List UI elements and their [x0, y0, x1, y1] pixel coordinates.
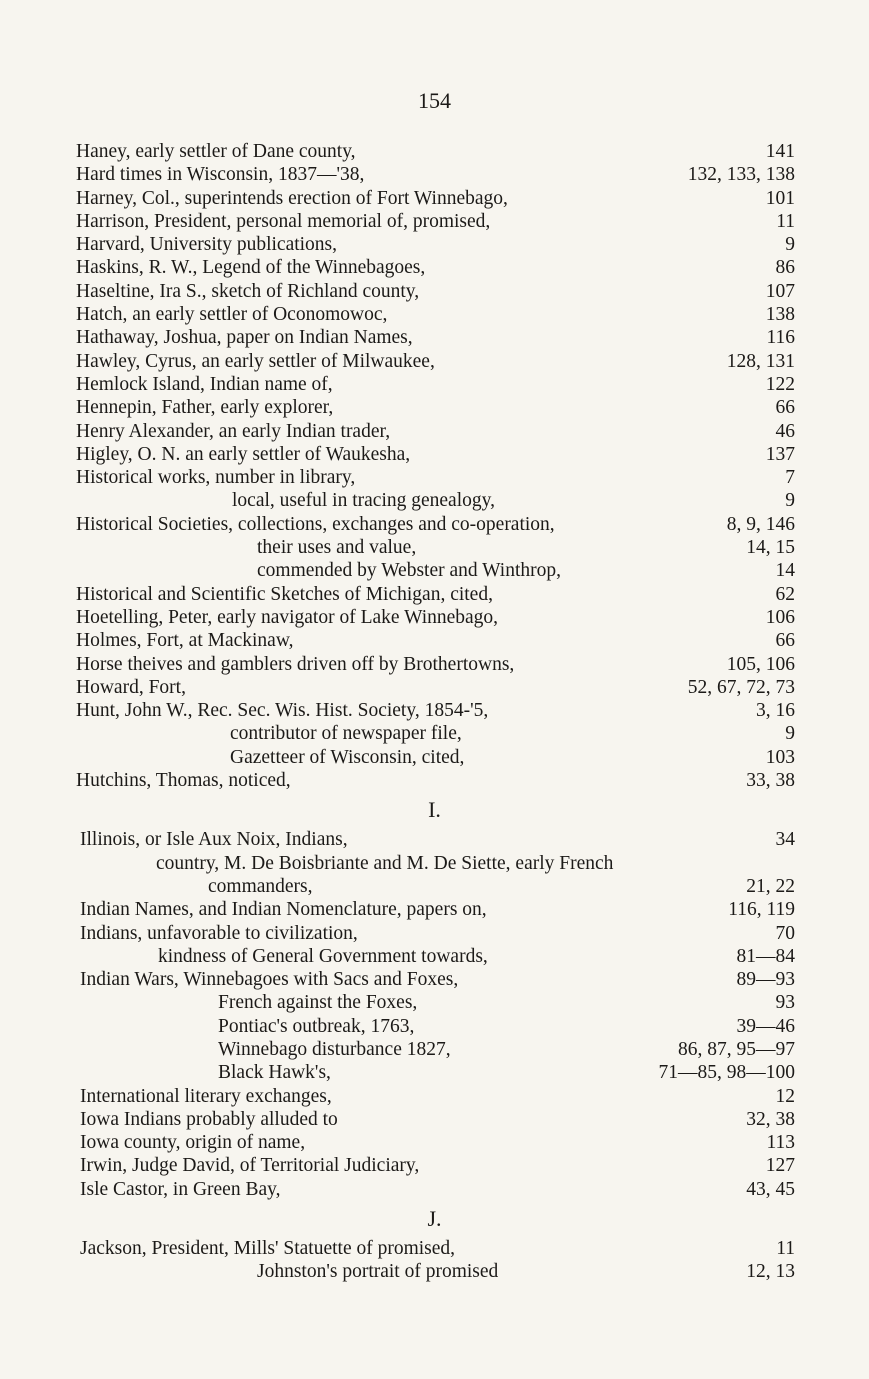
entry-pages: 116	[766, 327, 795, 349]
entry-pages: 127	[765, 1155, 795, 1177]
entry-text: Harrison, President, personal memorial of, promised,	[76, 210, 491, 232]
index-entry	[0, 898, 869, 921]
index-subentry	[0, 746, 869, 769]
index-entry	[0, 466, 869, 489]
index-entry	[0, 1131, 869, 1154]
entry-pages: 52, 67, 72, 73	[687, 676, 795, 698]
entry-pages: 7	[785, 467, 795, 489]
index-entry	[0, 1154, 869, 1177]
index-subentry	[0, 875, 869, 898]
entry-pages: 14	[775, 560, 795, 582]
index-entry	[0, 1085, 869, 1108]
entry-pages: 86, 87, 95—97	[678, 1038, 795, 1060]
entry-text: Hoetelling, Peter, early navigator of Lake Winnebago,	[76, 606, 499, 628]
entry-pages: 66	[775, 397, 795, 419]
entry-pages: 66	[775, 630, 795, 652]
index-subentry	[0, 489, 869, 512]
entry-pages: 9	[785, 490, 795, 512]
entry-pages: 128, 131	[726, 350, 795, 372]
index-entry	[0, 373, 869, 396]
entry-text: country, M. De Boisbriante and M. De Siette, early French	[156, 852, 614, 874]
entry-text: Indian Names, and Indian Nomenclature, papers on,	[80, 899, 487, 921]
entry-text: local, useful in tracing genealogy,	[232, 490, 495, 512]
entry-pages: 107	[765, 280, 795, 302]
entry-text: Indian Wars, Winnebagoes with Sacs and Foxes,	[80, 969, 459, 991]
index-subentry	[0, 1038, 869, 1061]
entry-text: Historical Societies, collections, exchanges and co-operation,	[76, 513, 555, 535]
entry-text: Iowa Indians probably alluded to	[80, 1108, 338, 1130]
index-subentry	[0, 852, 869, 875]
entry-text: commended by Webster and Winthrop,	[257, 560, 561, 582]
index-entry	[0, 303, 869, 326]
index-entry	[0, 769, 869, 792]
entry-pages: 71—85, 98—100	[658, 1062, 795, 1084]
entry-text: Harvard, University publications,	[76, 234, 338, 256]
index-entry	[0, 1108, 869, 1131]
section-heading-j: J.	[427, 1206, 442, 1232]
entry-text: International literary exchanges,	[80, 1085, 332, 1107]
index-subentry	[0, 1015, 869, 1038]
entry-text: Holmes, Fort, at Mackinaw,	[76, 630, 294, 652]
index-entry	[0, 187, 869, 210]
index-subentry	[0, 945, 869, 968]
entry-pages: 62	[775, 583, 795, 605]
entry-text: French against the Foxes,	[218, 992, 418, 1014]
index-entry	[0, 326, 869, 349]
entry-pages: 141	[765, 141, 795, 162]
index-entry	[0, 922, 869, 945]
entry-text: Hawley, Cyrus, an early settler of Milwaukee,	[76, 350, 435, 372]
entry-text: Gazetteer of Wisconsin, cited,	[230, 746, 465, 768]
entry-text: Jackson, President, Mills' Statuette of promised,	[80, 1238, 456, 1260]
index-entry	[0, 210, 869, 233]
index-subentry	[0, 559, 869, 582]
index-entry	[0, 629, 869, 652]
entry-pages: 12, 13	[746, 1261, 795, 1283]
entry-pages: 105, 106	[726, 653, 795, 675]
index-subentry	[0, 1061, 869, 1084]
entry-pages: 33, 38	[746, 770, 795, 792]
entry-pages: 81—84	[736, 945, 795, 967]
entry-text: Johnston's portrait of promised	[257, 1261, 499, 1283]
index-entry	[0, 653, 869, 676]
entry-text: Howard, Fort,	[76, 676, 186, 698]
entry-text: Haskins, R. W., Legend of the Winnebagoes,	[76, 257, 426, 279]
entry-pages: 3, 16	[756, 700, 795, 722]
index-entry	[0, 968, 869, 991]
entry-text: Hathaway, Joshua, paper on Indian Names,	[76, 327, 413, 349]
entry-text: Indians, unfavorable to civilization,	[80, 922, 358, 944]
index-entry	[0, 1237, 869, 1260]
entry-pages: 103	[765, 746, 795, 768]
entry-pages: 89—93	[736, 969, 795, 991]
entry-pages: 34	[775, 829, 795, 851]
entry-text: commanders,	[208, 875, 313, 897]
index-entry	[0, 583, 869, 606]
entry-pages: 70	[775, 922, 795, 944]
entry-text: their uses and value,	[257, 537, 417, 559]
entry-pages: 11	[776, 1238, 795, 1260]
index-entry	[0, 280, 869, 303]
index-entry	[0, 606, 869, 629]
index-entry	[0, 1178, 869, 1201]
entry-text: kindness of General Government towards,	[158, 945, 488, 967]
entry-pages: 32, 38	[746, 1108, 795, 1130]
index-entry	[0, 443, 869, 466]
entry-text: Hemlock Island, Indian name of,	[76, 373, 333, 395]
index-entry	[0, 420, 869, 443]
entry-text: Higley, O. N. an early settler of Waukesha,	[76, 443, 411, 465]
entry-pages: 106	[765, 606, 795, 628]
entry-text: contributor of newspaper file,	[230, 723, 462, 745]
entry-pages: 9	[785, 723, 795, 745]
index-entry	[0, 828, 869, 851]
index-entry	[0, 513, 869, 536]
entry-text: Hutchins, Thomas, noticed,	[76, 770, 291, 792]
entry-pages: 43, 45	[746, 1178, 795, 1200]
entry-text: Haney, early settler of Dane county,	[76, 141, 356, 162]
entry-pages: 9	[785, 234, 795, 256]
entry-text: Black Hawk's,	[218, 1062, 331, 1084]
entry-pages: 46	[775, 420, 795, 442]
entry-text: Illinois, or Isle Aux Noix, Indians,	[80, 829, 348, 851]
entry-pages: 11	[776, 210, 795, 232]
entry-pages: 86	[775, 257, 795, 279]
index-subentry	[0, 1260, 869, 1283]
entry-text: Historical and Scientific Sketches of Michigan, cited,	[76, 583, 493, 605]
index-subentry	[0, 536, 869, 559]
entry-text: Hard times in Wisconsin, 1837—'38,	[76, 164, 365, 186]
index-entry	[0, 676, 869, 699]
index-subentry	[0, 722, 869, 745]
entry-text: Irwin, Judge David, of Territorial Judiciary,	[80, 1155, 420, 1177]
page-number: 154	[418, 88, 451, 113]
entry-text: Hunt, John W., Rec. Sec. Wis. Hist. Society, 1854-'5,	[76, 700, 489, 722]
entry-pages: 39—46	[736, 1015, 795, 1037]
entry-pages: 138	[765, 304, 795, 326]
entry-pages: 132, 133, 138	[687, 164, 795, 186]
entry-pages: 8, 9, 146	[726, 513, 795, 535]
entry-text: Isle Castor, in Green Bay,	[80, 1178, 281, 1200]
entry-text: Hennepin, Father, early explorer,	[76, 397, 334, 419]
entry-text: Winnebago disturbance 1827,	[218, 1038, 451, 1060]
entry-pages: 113	[766, 1132, 795, 1154]
entry-text: Historical works, number in library,	[76, 467, 356, 489]
index-entry	[0, 699, 869, 722]
entry-pages: 122	[765, 373, 795, 395]
entry-text: Haseltine, Ira S., sketch of Richland county,	[76, 280, 420, 302]
index-entry	[0, 233, 869, 256]
entry-text: Hatch, an early settler of Oconomowoc,	[76, 304, 388, 326]
index-entry	[0, 396, 869, 419]
index-entries	[0, 140, 869, 1284]
index-entry	[0, 163, 869, 186]
entry-text: Henry Alexander, an early Indian trader,	[76, 420, 391, 442]
entry-text: Harney, Col., superintends erection of Fort Winnebago,	[76, 187, 508, 209]
entry-pages: 21, 22	[746, 875, 795, 897]
entry-pages: 137	[765, 443, 795, 465]
entry-text: Pontiac's outbreak, 1763,	[218, 1015, 415, 1037]
entry-pages: 12	[775, 1085, 795, 1107]
entry-text: Iowa county, origin of name,	[80, 1132, 306, 1154]
entry-pages: 101	[765, 187, 795, 209]
index-subentry	[0, 991, 869, 1014]
index-entry	[0, 256, 869, 279]
entry-pages: 93	[775, 992, 795, 1014]
section-heading-i: I.	[428, 797, 441, 823]
entry-text: Horse theives and gamblers driven off by Brothertowns,	[76, 653, 515, 675]
entry-pages: 116, 119	[728, 899, 795, 921]
index-entry	[0, 140, 869, 163]
entry-pages: 14, 15	[746, 537, 795, 559]
index-entry	[0, 350, 869, 373]
